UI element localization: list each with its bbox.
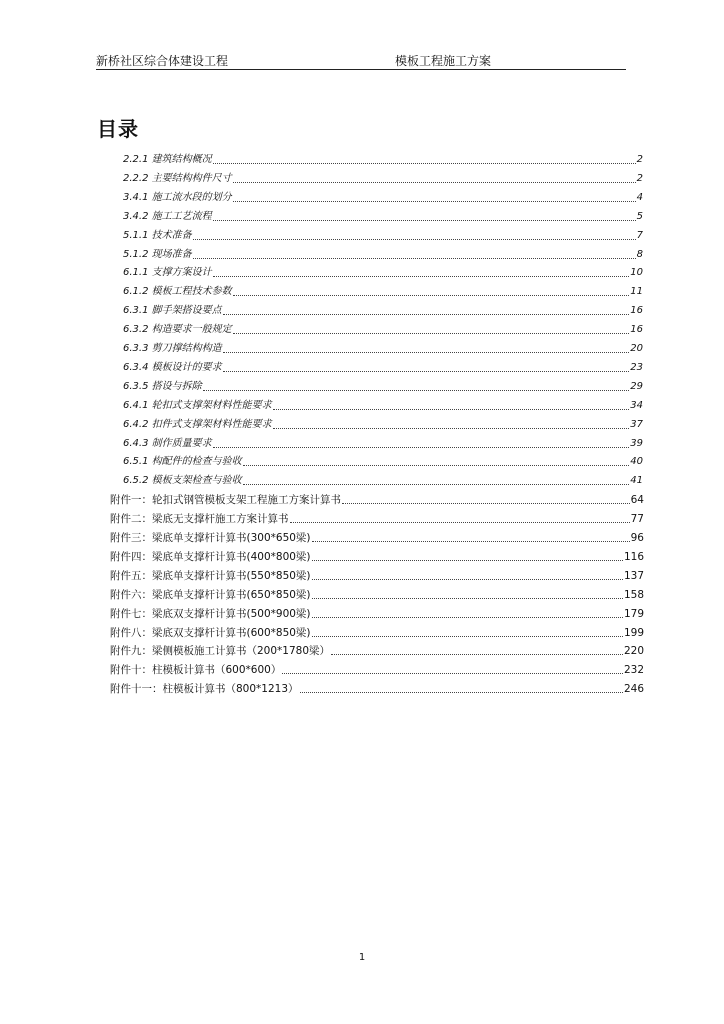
toc-leader-dots <box>223 351 630 353</box>
toc-entry-label: 6.3.5 搭设与拆除 <box>123 380 202 392</box>
toc-leader-dots <box>213 446 630 448</box>
toc-entry-label: 6.3.3 剪刀撑结构构造 <box>123 343 222 354</box>
toc-entry-page: 220 <box>623 645 644 658</box>
toc-entry-page: 96 <box>630 532 644 544</box>
toc-entry[interactable] <box>123 375 643 394</box>
toc-entry-label: 3.4.1 施工流水段的划分 <box>123 191 232 203</box>
toc-entry[interactable] <box>123 394 643 413</box>
toc-entry[interactable] <box>110 677 644 696</box>
toc-entry[interactable] <box>123 413 643 432</box>
toc-entry-label: 附件八：梁底双支撑杆计算书(600*850梁) <box>110 626 311 639</box>
toc-leader-dots <box>243 464 630 466</box>
toc-entry[interactable] <box>123 337 643 356</box>
toc-entry[interactable] <box>123 167 643 186</box>
toc-entry-page: 77 <box>630 513 644 526</box>
toc-entry-page: 137 <box>623 569 644 582</box>
toc-entry[interactable] <box>123 261 643 280</box>
toc-entry-page: 5 <box>636 210 643 222</box>
toc-heading: 目录 <box>97 117 139 141</box>
toc-entry-label: 6.3.4 模板设计的要求 <box>123 361 222 373</box>
toc-leader-dots <box>300 691 623 693</box>
toc-leader-dots <box>243 483 630 485</box>
toc-entry[interactable] <box>110 621 644 640</box>
toc-entry[interactable] <box>110 488 644 507</box>
toc-entry-label: 3.4.2 施工工艺流程 <box>123 210 212 222</box>
toc-leader-dots <box>233 181 636 183</box>
toc-entry[interactable] <box>110 526 644 545</box>
toc-entry[interactable] <box>123 224 643 243</box>
toc-leader-dots <box>312 559 623 561</box>
toc-entry-page: 179 <box>623 607 644 620</box>
toc-leader-dots <box>213 162 636 164</box>
toc-entry-page: 2 <box>636 172 643 184</box>
toc-leader-dots <box>273 427 630 429</box>
toc-entry-label: 附件四：梁底单支撑杆计算书(400*800梁) <box>110 550 311 563</box>
toc-entry-label: 附件一：轮扣式钢管模板支架工程施工方案计算书 <box>110 494 341 507</box>
toc-leader-dots <box>213 275 630 277</box>
toc-entry-page: 23 <box>630 361 643 373</box>
toc-entry-page: 64 <box>630 494 644 507</box>
toc-entry-label: 附件五：梁底单支撑杆计算书(550*850梁) <box>110 569 311 582</box>
toc-entry-label: 6.4.3 制作质量要求 <box>123 437 212 449</box>
toc-entry-page: 20 <box>630 343 643 354</box>
toc-entry-page: 39 <box>630 437 643 449</box>
toc-entry-page: 41 <box>630 475 643 487</box>
toc-entry[interactable] <box>110 583 644 602</box>
toc-entry-label: 附件十一：柱模板计算书（800*1213） <box>110 683 299 696</box>
toc-entry[interactable] <box>123 356 643 375</box>
toc-entry-page: 34 <box>630 399 643 411</box>
toc-leader-dots <box>193 238 636 240</box>
toc-entry-page: 4 <box>636 191 643 203</box>
toc-entry[interactable] <box>123 318 643 337</box>
toc-entry-page: 199 <box>623 626 644 639</box>
toc-entry[interactable] <box>110 507 644 526</box>
toc-leader-dots <box>273 408 630 410</box>
toc-leader-dots <box>233 294 630 296</box>
toc-entry-label: 附件七：梁底双支撑杆计算书(500*900梁) <box>110 607 311 620</box>
toc-leader-dots <box>331 653 623 655</box>
page-header <box>96 53 626 70</box>
toc-leader-dots <box>193 257 636 259</box>
toc-leader-dots <box>312 635 623 637</box>
toc-entry-label: 6.4.2 扣件式支撑架材料性能要求 <box>123 418 272 430</box>
toc-entry[interactable] <box>110 658 644 677</box>
page-number: 1 <box>358 952 366 963</box>
toc-entry-label: 6.3.1 脚手架搭设要点 <box>123 305 222 317</box>
toc-entry[interactable] <box>110 564 644 583</box>
toc-entry-page: 2 <box>636 154 643 165</box>
toc-leader-dots <box>342 502 630 504</box>
toc-entry[interactable] <box>123 205 643 224</box>
toc-entry-label: 2.2.2 主要结构构件尺寸 <box>123 172 232 184</box>
toc-leader-dots <box>312 616 623 618</box>
toc-entry[interactable] <box>110 545 644 564</box>
toc-entry[interactable] <box>123 432 643 451</box>
toc-entry-label: 附件六：梁底单支撑杆计算书(650*850梁) <box>110 588 311 601</box>
toc-entry-page: 10 <box>630 267 643 279</box>
toc-entry-label: 附件十：柱模板计算书（600*600） <box>110 664 282 677</box>
toc-leader-dots <box>223 370 630 372</box>
toc-entry[interactable] <box>123 186 643 205</box>
toc-entry-page: 16 <box>630 324 643 336</box>
toc-entry-label: 5.1.1 技术准备 <box>123 229 192 241</box>
toc-entry-page: 158 <box>623 588 644 601</box>
toc-entry-label: 6.5.1 构配件的检查与验收 <box>123 456 242 468</box>
toc-entry-page: 246 <box>623 683 644 696</box>
toc-entry[interactable] <box>123 469 643 488</box>
toc-leader-dots <box>282 672 623 674</box>
toc-leader-dots <box>233 332 630 334</box>
toc-leader-dots <box>213 219 636 221</box>
toc-entry-page: 29 <box>630 380 643 392</box>
toc-leader-dots <box>290 521 630 523</box>
toc-entry[interactable] <box>123 148 643 167</box>
toc-entry-label: 2.2.1 建筑结构概况 <box>123 154 212 165</box>
toc-entry-label: 6.1.2 模板工程技术参数 <box>123 286 232 298</box>
toc-entry-label: 5.1.2 现场准备 <box>123 248 192 260</box>
toc-entry-page: 16 <box>630 305 643 317</box>
toc-leader-dots <box>312 540 630 542</box>
toc-entry-page: 37 <box>630 418 643 430</box>
toc-leader-dots <box>312 597 623 599</box>
toc-entry[interactable] <box>123 299 643 318</box>
toc-entry[interactable] <box>123 243 643 262</box>
toc-entry-page: 116 <box>623 550 644 563</box>
toc-entry[interactable] <box>110 639 644 658</box>
toc-leader-dots <box>312 578 623 580</box>
toc-entry-label: 6.5.2 模板支架检查与验收 <box>123 475 242 487</box>
toc-entry-page: 8 <box>636 248 643 260</box>
toc-entry-label: 6.4.1 轮扣式支撑架材料性能要求 <box>123 399 272 411</box>
header-document-title: 模板工程施工方案 <box>395 54 492 68</box>
toc-entry-label: 附件三：梁底单支撑杆计算书(300*650梁) <box>110 532 311 544</box>
header-project-name: 新桥社区综合体建设工程 <box>96 54 229 68</box>
toc-entry-label: 6.3.2 构造要求一般规定 <box>123 324 232 336</box>
toc-entry[interactable] <box>123 280 643 299</box>
toc-entry[interactable] <box>123 450 643 469</box>
toc-entry-label: 附件九：梁侧模板施工计算书（200*1780梁） <box>110 645 331 658</box>
toc-entry-page: 40 <box>630 456 643 468</box>
toc-entry-page: 11 <box>630 286 643 298</box>
toc-entry-page: 232 <box>623 664 644 677</box>
toc-entry-label: 附件二：梁底无支撑杆施工方案计算书 <box>110 513 289 526</box>
toc-entry[interactable] <box>110 602 644 621</box>
toc-entry-label: 6.1.1 支撑方案设计 <box>123 267 212 279</box>
toc-leader-dots <box>223 313 630 315</box>
toc-leader-dots <box>203 389 630 391</box>
toc-leader-dots <box>233 200 636 202</box>
toc-entry-page: 7 <box>636 229 643 241</box>
